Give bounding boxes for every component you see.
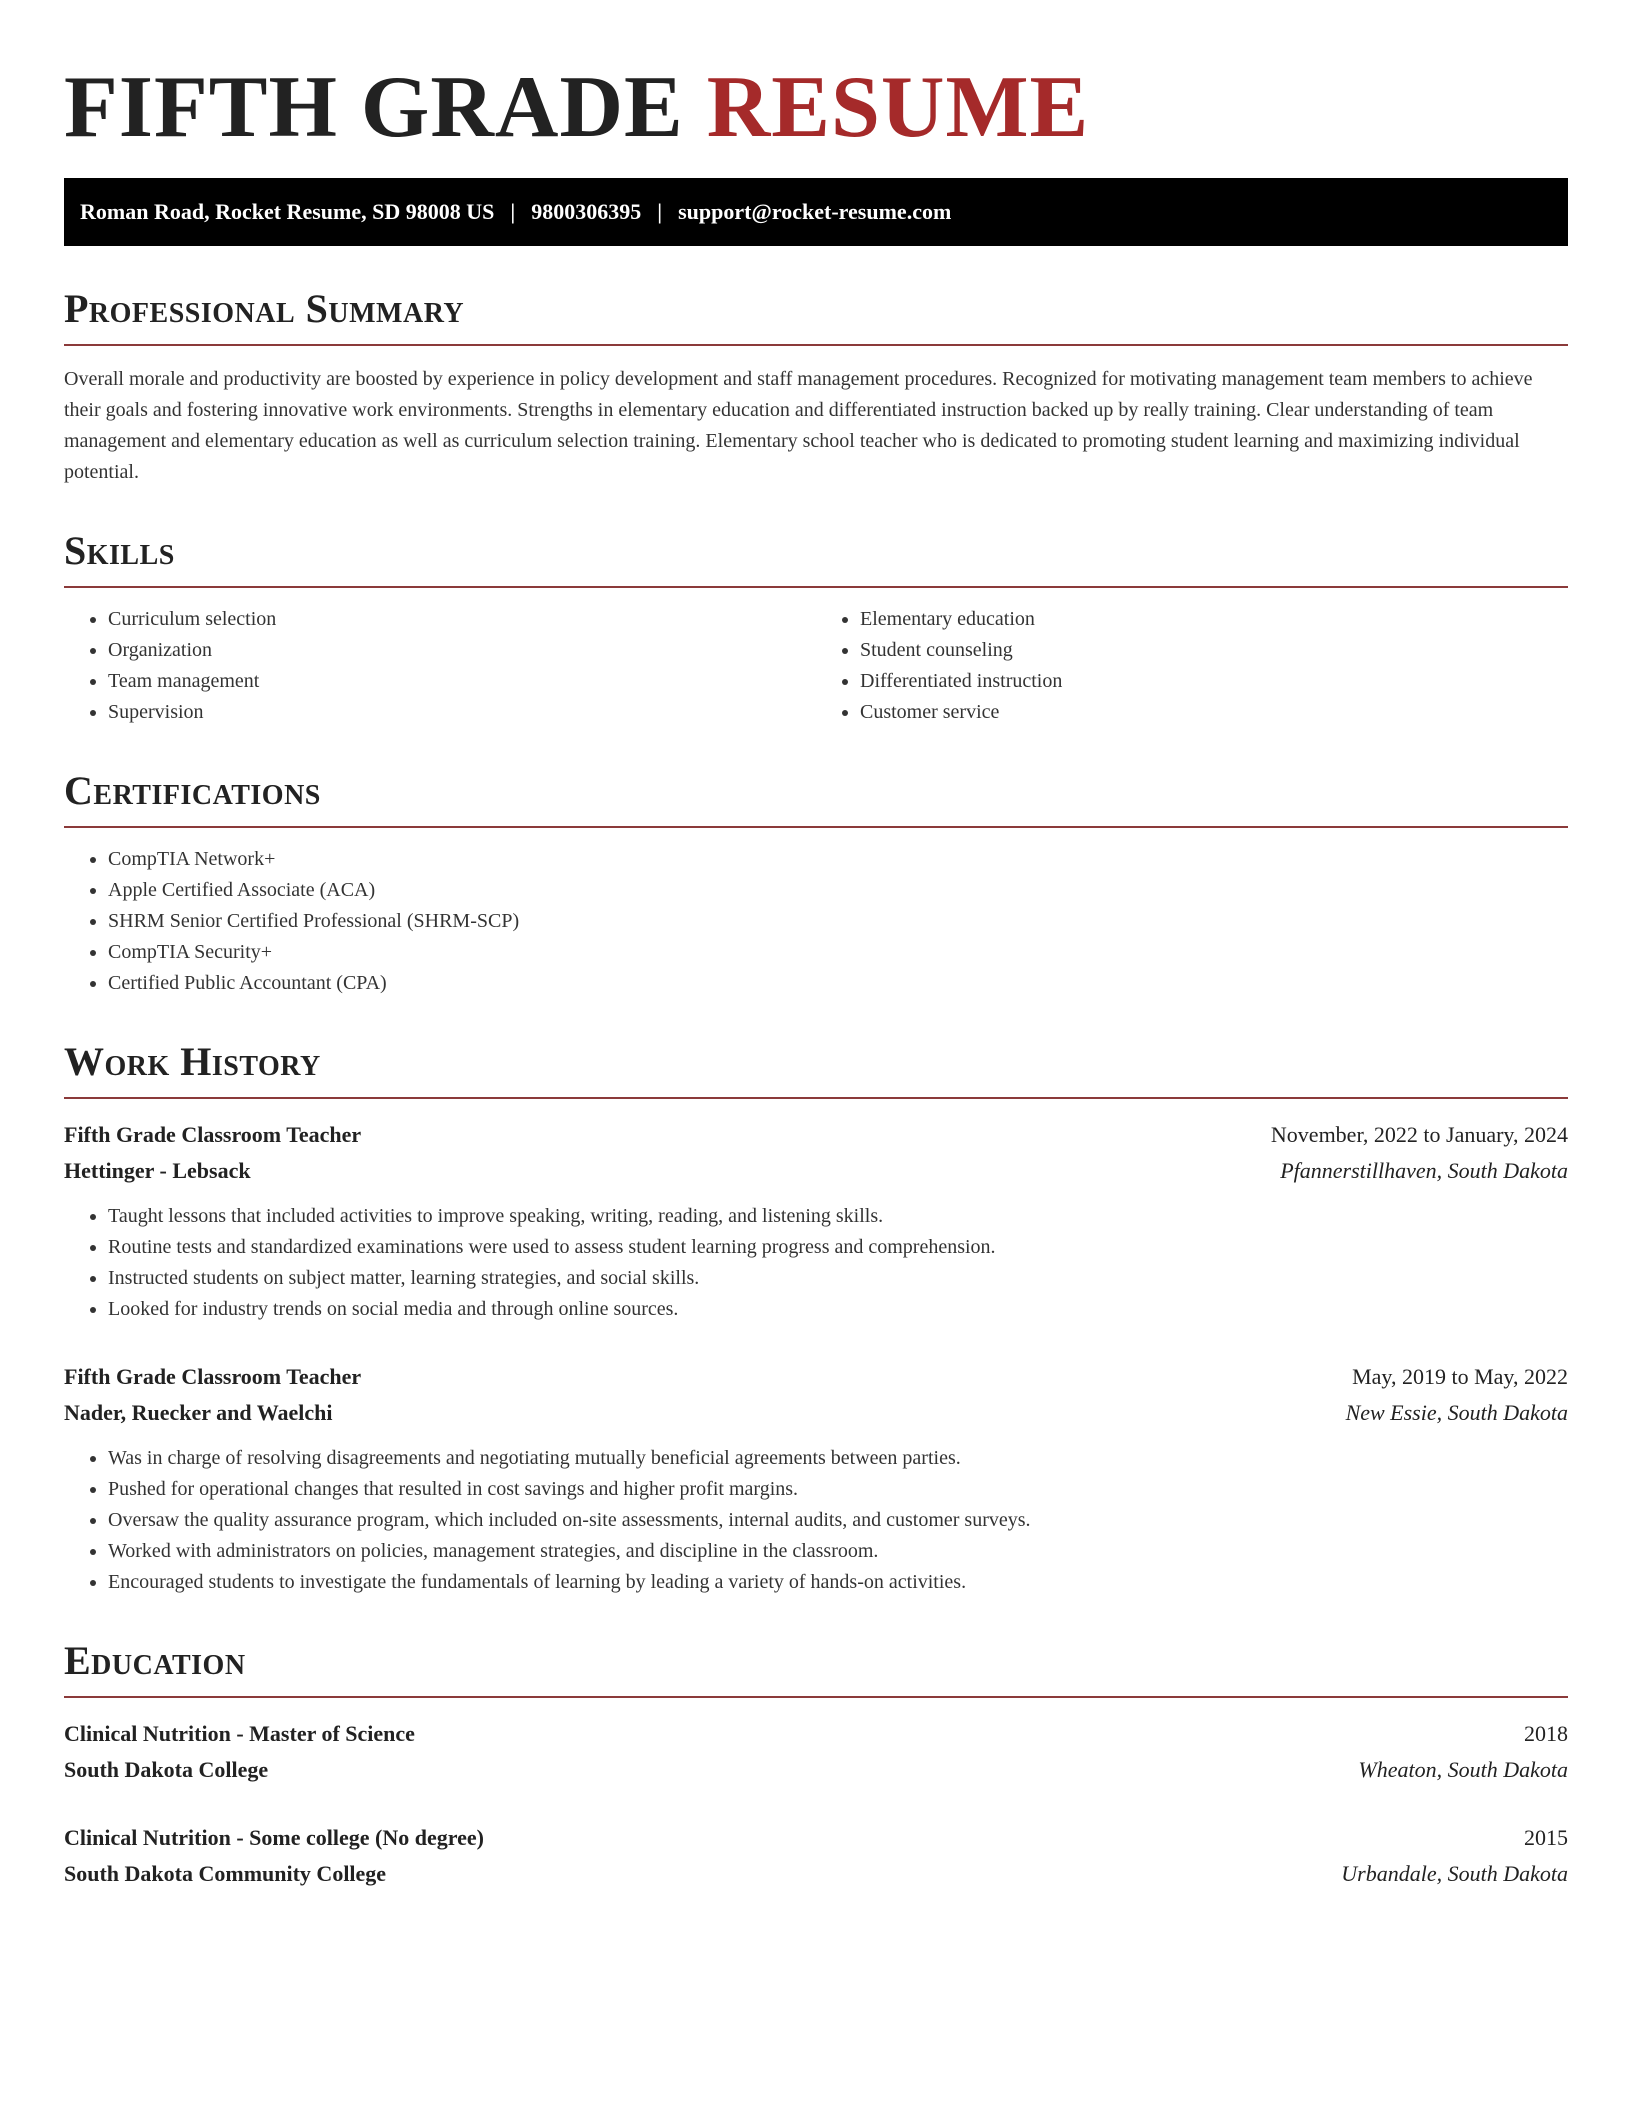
job-duty: • Instructed students on subject matter, learning strategies, and social skills.: [108, 1263, 1568, 1294]
education-school-row: [64, 1856, 1568, 1892]
education-entry: [64, 1716, 1568, 1788]
certifications-heading: Certifications: [64, 768, 1568, 828]
education-heading: Education: [64, 1638, 1568, 1698]
education-degree: Clinical Nutrition - Some college (No degree): [64, 1825, 484, 1850]
contact-address: Roman Road, Rocket Resume, SD 98008 US: [80, 199, 495, 224]
skill-item: • Curriculum selection: [108, 604, 816, 635]
skills-list-right: [816, 604, 1568, 728]
education-school: South Dakota College: [64, 1757, 269, 1782]
job-duty: • Was in charge of resolving disagreements and negotiating mutually beneficial agreements between parties.: [108, 1443, 1568, 1474]
education-school: South Dakota Community College: [64, 1861, 387, 1886]
job-location: New Essie, South Dakota: [1345, 1400, 1568, 1425]
skill-item: • Supervision: [108, 697, 816, 728]
education-location: Urbandale, South Dakota: [1341, 1861, 1568, 1886]
education-location: Wheaton, South Dakota: [1358, 1757, 1568, 1782]
job-title-row: [64, 1359, 1568, 1395]
summary-text: Overall morale and productivity are boosted by experience in policy development and staff management procedures. Recognized for motivating management team members to achieve their goals and fostering innovative work environments. Strengths in elementary education and differentiated instruction backed up by really training. Clear understanding of team management and elementary education as well as curriculum selection training. Elementary school teacher who is dedicated to promoting student learning and maximizing individual potential.: [64, 368, 1533, 483]
job-title-row: [64, 1117, 1568, 1153]
education-degree-row: [64, 1820, 1568, 1856]
job-duties: [64, 1201, 1568, 1325]
certification-item: • Apple Certified Associate (ACA): [108, 875, 1568, 906]
work-history-heading: Work History: [64, 1039, 1568, 1099]
skills-grid: [64, 604, 1568, 728]
job-title: Fifth Grade Classroom Teacher: [64, 1122, 362, 1147]
job-company-row: [64, 1153, 1568, 1189]
job-duty: • Routine tests and standardized examinations were used to assess student learning progress and comprehension.: [108, 1232, 1568, 1263]
job-duty: • Oversaw the quality assurance program, which included on-site assessments, internal audits, and customer surveys.: [108, 1505, 1568, 1536]
job-location: Pfannerstillhaven, South Dakota: [1280, 1158, 1568, 1183]
contact-email: support@rocket-resume.com: [678, 199, 952, 224]
certification-item: • SHRM Senior Certified Professional (SHRM-SCP): [108, 906, 1568, 937]
skill-item: • Differentiated instruction: [860, 666, 1568, 697]
education-section: [64, 1638, 1568, 1892]
skill-item: • Student counseling: [860, 635, 1568, 666]
job-duty: • Encouraged students to investigate the fundamentals of learning by leading a variety of hands-on activities.: [108, 1567, 1568, 1598]
job-duty: • Pushed for operational changes that resulted in cost savings and higher profit margins.: [108, 1474, 1568, 1505]
title-accent-part: RESUME: [706, 59, 1090, 156]
job-dates: May, 2019 to May, 2022: [1352, 1364, 1568, 1389]
skill-item: • Organization: [108, 635, 816, 666]
education-year: 2015: [1524, 1825, 1568, 1850]
certification-item: • CompTIA Network+: [108, 844, 1568, 875]
contact-phone: 9800306395: [531, 199, 642, 224]
education-degree-row: [64, 1716, 1568, 1752]
skill-item: • Customer service: [860, 697, 1568, 728]
job-duties: [64, 1443, 1568, 1598]
job-duty: • Taught lessons that included activities to improve speaking, writing, reading, and listening skills.: [108, 1201, 1568, 1232]
job-duty: • Looked for industry trends on social media and through online sources.: [108, 1294, 1568, 1325]
education-school-row: [64, 1752, 1568, 1788]
skills-heading: Skills: [64, 528, 1568, 588]
summary-heading: Professional Summary: [64, 286, 1568, 346]
job-dates: November, 2022 to January, 2024: [1270, 1122, 1568, 1147]
certifications-list: [64, 844, 1568, 999]
certification-item: • Certified Public Accountant (CPA): [108, 968, 1568, 999]
job-entry: [64, 1359, 1568, 1598]
title-first-part: FIFTH GRADE: [64, 59, 684, 156]
job-company: Hettinger - Lebsack: [64, 1158, 251, 1183]
certifications-section: [64, 768, 1568, 999]
skills-list-left: [64, 604, 816, 728]
contact-separator: |: [657, 199, 663, 224]
resume-title: [64, 56, 1568, 164]
education-degree: Clinical Nutrition - Master of Science: [64, 1721, 415, 1746]
job-company: Nader, Ruecker and Waelchi: [64, 1400, 333, 1425]
work-history-section: [64, 1039, 1568, 1598]
certification-item: • CompTIA Security+: [108, 937, 1568, 968]
contact-separator: |: [510, 199, 516, 224]
job-entry: [64, 1117, 1568, 1325]
job-title: Fifth Grade Classroom Teacher: [64, 1364, 362, 1389]
job-duty: • Worked with administrators on policies, management strategies, and discipline in the classroom.: [108, 1536, 1568, 1567]
summary-section: [64, 286, 1568, 488]
education-year: 2018: [1524, 1721, 1568, 1746]
skill-item: • Elementary education: [860, 604, 1568, 635]
skill-item: • Team management: [108, 666, 816, 697]
skills-section: [64, 528, 1568, 728]
job-company-row: [64, 1395, 1568, 1431]
education-entry: [64, 1820, 1568, 1892]
contact-bar: [64, 178, 1568, 246]
